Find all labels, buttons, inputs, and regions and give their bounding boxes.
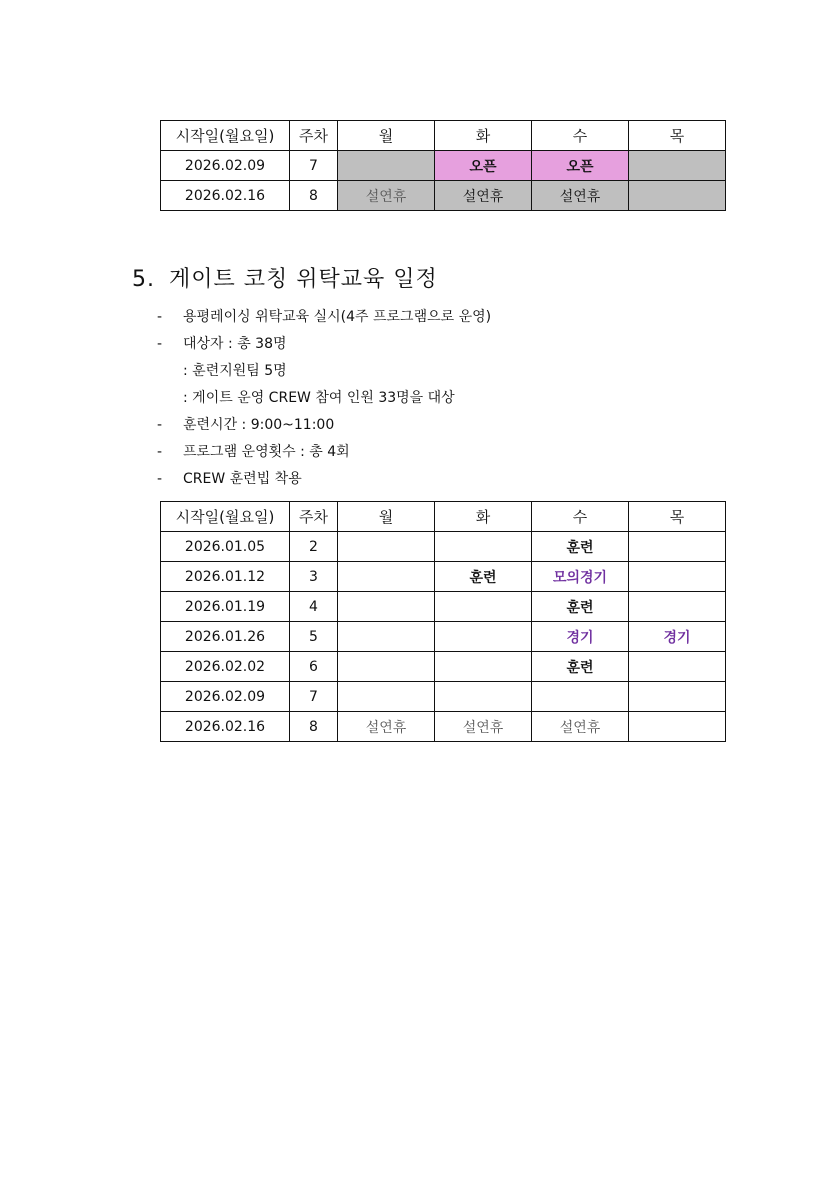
table-header-row: [161, 502, 726, 532]
cell-thu: 경기: [629, 622, 726, 652]
cell-wed: 오픈: [532, 151, 629, 181]
bullet-dash: -: [157, 471, 163, 487]
cell-week: 6: [290, 652, 338, 682]
cell-tue: [435, 682, 532, 712]
cell-thu: [629, 652, 726, 682]
bullet-text: : 게이트 운영 CREW 참여 인원 33명을 대상: [183, 390, 455, 406]
bullet-text: CREW 훈련빕 착용: [183, 471, 302, 487]
cell-thu: [629, 682, 726, 712]
bullet-text: 훈련시간 : 9:00~11:00: [183, 417, 335, 433]
cell-date: 2026.02.16: [161, 181, 290, 211]
cell-mon: 설연휴: [338, 712, 435, 742]
cell-tue: [435, 652, 532, 682]
list-item: [157, 439, 491, 466]
header-wed: 수: [532, 121, 629, 151]
cell-date: 2026.01.19: [161, 592, 290, 622]
cell-wed: [532, 682, 629, 712]
cell-week: 5: [290, 622, 338, 652]
cell-tue: [435, 532, 532, 562]
cell-thu: [629, 592, 726, 622]
cell-tue: [435, 622, 532, 652]
cell-wed: 경기: [532, 622, 629, 652]
schedule-table-bottom: [160, 501, 726, 742]
cell-tue: 설연휴: [435, 712, 532, 742]
list-item: [157, 466, 491, 493]
bullet-text: 프로그램 운영횟수 : 총 4회: [183, 444, 350, 460]
bullet-list: [157, 304, 491, 493]
cell-wed: 모의경기: [532, 562, 629, 592]
table-row: [161, 682, 726, 712]
header-week: 주차: [290, 502, 338, 532]
cell-thu: [629, 562, 726, 592]
cell-date: 2026.01.05: [161, 532, 290, 562]
header-start-date: 시작일(월요일): [161, 121, 290, 151]
cell-mon: [338, 151, 435, 181]
cell-date: 2026.01.12: [161, 562, 290, 592]
bullet-dash: -: [157, 309, 163, 325]
table-row: [161, 652, 726, 682]
cell-date: 2026.02.09: [161, 682, 290, 712]
cell-date: 2026.02.02: [161, 652, 290, 682]
cell-wed: 훈련: [532, 652, 629, 682]
header-start-date: 시작일(월요일): [161, 502, 290, 532]
cell-wed: 훈련: [532, 532, 629, 562]
table-row: [161, 532, 726, 562]
cell-wed: 훈련: [532, 592, 629, 622]
header-tue: 화: [435, 502, 532, 532]
cell-mon: [338, 652, 435, 682]
cell-thu: [629, 151, 726, 181]
section-heading: [132, 262, 438, 293]
table-row: [161, 592, 726, 622]
cell-tue: 훈련: [435, 562, 532, 592]
cell-mon: [338, 622, 435, 652]
header-mon: 월: [338, 121, 435, 151]
cell-date: 2026.02.09: [161, 151, 290, 181]
table-row: [161, 622, 726, 652]
header-mon: 월: [338, 502, 435, 532]
schedule-table-top: [160, 120, 726, 211]
header-thu: 목: [629, 502, 726, 532]
list-item: [157, 412, 491, 439]
cell-tue: 설연휴: [435, 181, 532, 211]
cell-mon: [338, 562, 435, 592]
cell-week: 3: [290, 562, 338, 592]
cell-tue: 오픈: [435, 151, 532, 181]
header-thu: 목: [629, 121, 726, 151]
cell-mon: [338, 592, 435, 622]
section-title: 게이트 코칭 위탁교육 일정: [169, 267, 438, 292]
bullet-dash: -: [157, 417, 163, 433]
bullet-text: 대상자 : 총 38명: [183, 336, 287, 352]
cell-week: 7: [290, 151, 338, 181]
bullet-dash: -: [157, 336, 163, 352]
cell-wed: 설연휴: [532, 712, 629, 742]
list-item: [157, 358, 491, 385]
cell-thu: [629, 532, 726, 562]
table-row: [161, 181, 726, 211]
section-number: 5.: [132, 267, 155, 292]
cell-week: 8: [290, 181, 338, 211]
cell-tue: [435, 592, 532, 622]
bullet-dash: -: [157, 444, 163, 460]
table-row: [161, 151, 726, 181]
cell-week: 8: [290, 712, 338, 742]
bullet-text: 용평레이싱 위탁교육 실시(4주 프로그램으로 운영): [183, 309, 492, 325]
cell-mon: [338, 682, 435, 712]
table-header-row: [161, 121, 726, 151]
cell-date: 2026.01.26: [161, 622, 290, 652]
cell-week: 4: [290, 592, 338, 622]
list-item: [157, 331, 491, 358]
cell-date: 2026.02.16: [161, 712, 290, 742]
header-wed: 수: [532, 502, 629, 532]
bullet-text: : 훈련지원팀 5명: [183, 363, 287, 379]
cell-thu: [629, 712, 726, 742]
table-row: [161, 562, 726, 592]
cell-week: 2: [290, 532, 338, 562]
cell-wed: 설연휴: [532, 181, 629, 211]
cell-week: 7: [290, 682, 338, 712]
header-tue: 화: [435, 121, 532, 151]
list-item: [157, 385, 491, 412]
table-row: [161, 712, 726, 742]
cell-mon: [338, 532, 435, 562]
list-item: [157, 304, 491, 331]
cell-mon: 설연휴: [338, 181, 435, 211]
header-week: 주차: [290, 121, 338, 151]
cell-thu: [629, 181, 726, 211]
